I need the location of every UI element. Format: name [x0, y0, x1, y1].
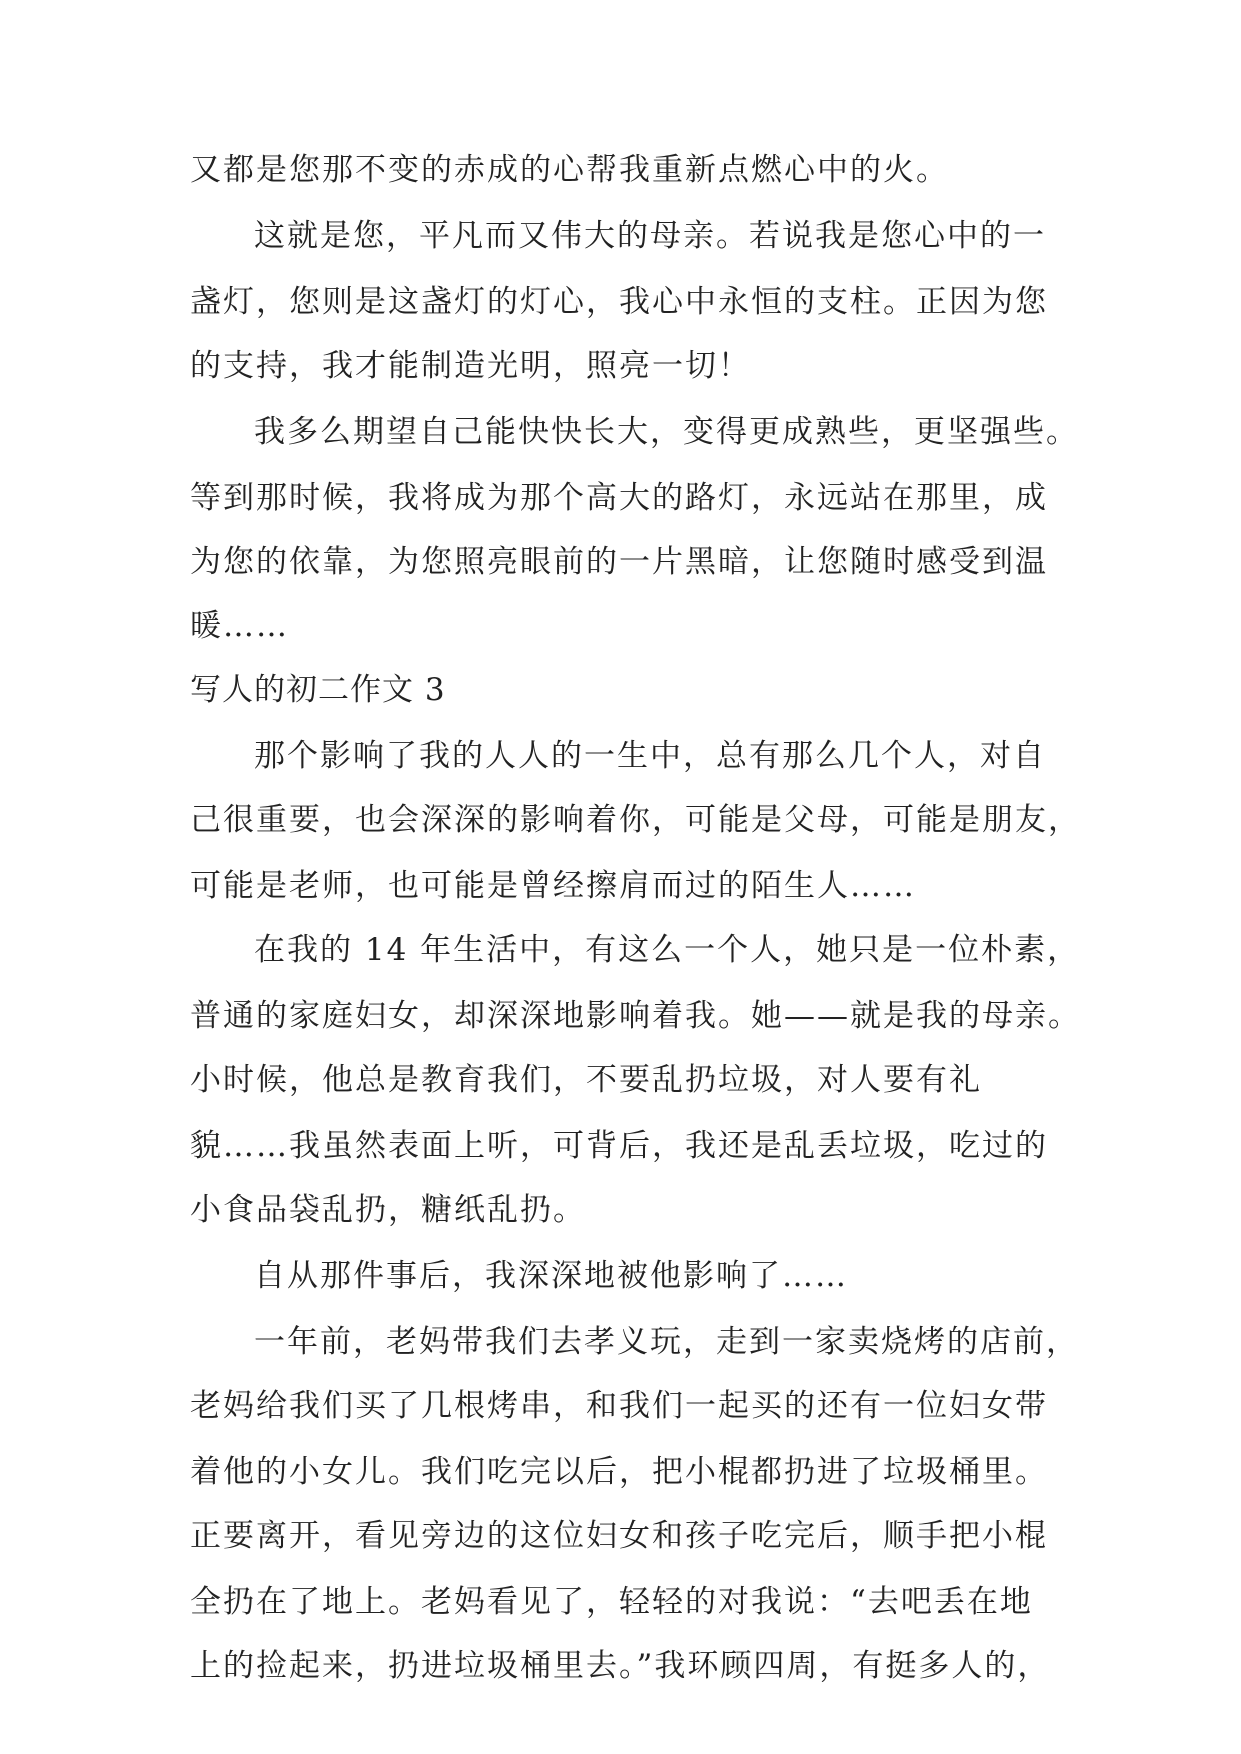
paragraph-first-line: 这就是您，平凡而又伟大的母亲。若说我是您心中的一	[254, 218, 1046, 254]
section-heading: 写人的初二作文 3	[190, 672, 446, 708]
text-line: 全扔在了地上。老妈看见了，轻轻的对我说：“去吧丢在地	[190, 1584, 1033, 1620]
paragraph-first-line: 一年前，老妈带我们去孝义玩，走到一家卖烧烤的店前，	[254, 1324, 1079, 1360]
text-line: 盏灯，您则是这盏灯的灯心，我心中永恒的支柱。正因为您	[190, 284, 1048, 320]
text-line: 的支持，我才能制造光明，照亮一切！	[190, 348, 751, 384]
text-line: 着他的小女儿。我们吃完以后，把小棍都扔进了垃圾桶里。	[190, 1454, 1048, 1490]
paragraph-first-line: 我多么期望自己能快快长大，变得更成熟些，更坚强些。	[254, 414, 1079, 450]
text-line: 小食品袋乱扔，糖纸乱扔。	[190, 1192, 586, 1228]
text-line: 己很重要，也会深深的影响着你，可能是父母，可能是朋友，	[190, 802, 1081, 838]
text-line: 貌……我虽然表面上听，可背后，我还是乱丢垃圾，吃过的	[190, 1128, 1048, 1164]
paragraph-first-line: 那个影响了我的人人的一生中，总有那么几个人，对自	[254, 738, 1046, 774]
text-line: 正要离开，看见旁边的这位妇女和孩子吃完后，顺手把小棍	[190, 1518, 1048, 1554]
text-line: 老妈给我们买了几根烤串，和我们一起买的还有一位妇女带	[190, 1388, 1048, 1424]
text-line: 普通的家庭妇女，却深深地影响着我。她——就是我的母亲。	[190, 998, 1081, 1034]
text-line: 可能是老师，也可能是曾经擦肩而过的陌生人……	[190, 868, 916, 904]
paragraph-first-line: 自从那件事后，我深深地被他影响了……	[254, 1258, 848, 1294]
text-line: 又都是您那不变的赤成的心帮我重新点燃心中的火。	[190, 152, 949, 188]
text-line: 为您的依靠，为您照亮眼前的一片黑暗，让您随时感受到温	[190, 544, 1048, 580]
text-line: 上的捡起来，扔进垃圾桶里去。”我环顾四周，有挺多人的，	[190, 1648, 1051, 1684]
text-line: 等到那时候，我将成为那个高大的路灯，永远站在那里，成	[190, 480, 1048, 516]
paragraph-first-line: 在我的 14 年生活中，有这么一个人，她只是一位朴素，	[254, 932, 1081, 968]
text-line: 暖……	[190, 608, 289, 644]
text-line: 小时候，他总是教育我们，不要乱扔垃圾，对人要有礼	[190, 1062, 982, 1098]
